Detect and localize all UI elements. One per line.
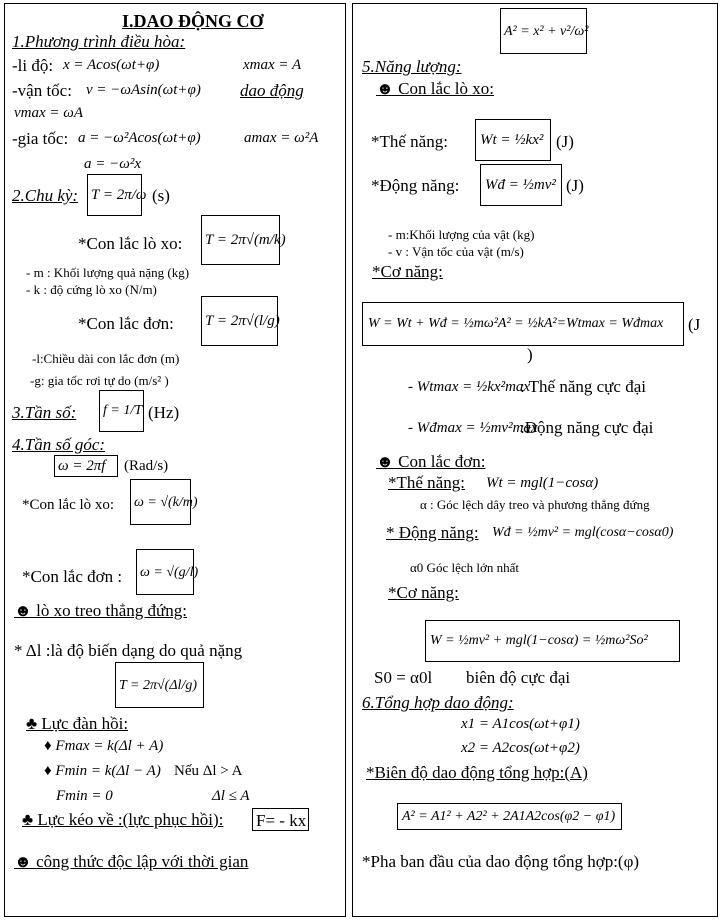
cld-period-formula: T = 2π√(l/g) [205,313,280,329]
cld-omega-formula: ω = √(g/l) [140,565,199,580]
alpha0-desc: α0 Góc lệch lớn nhất [410,560,519,575]
section-2-title: 2.Chu kỳ: [12,186,79,205]
period-formula: T = 2π/ω [91,187,147,203]
potential-energy-label: *Thế năng: [371,132,448,151]
clx-period-formula: T = 2π√(m/k) [205,232,286,248]
x1-formula: x1 = A1cos(ωt+φ1) [461,716,580,732]
vertical-spring-title: ☻ lò xo treo thẳng đứng: [14,601,187,620]
max-kinetic-formula: - Wđmax = ½mv²max [408,420,538,436]
max-kinetic-desc: :Động năng cực đại [520,418,654,437]
potential-energy-unit: (J) [556,132,574,151]
potential-energy-box [475,119,551,161]
pendulum-potential-formula: Wt = mgl(1−cosα) [486,475,599,491]
length-desc: -l:Chiều dài con lắc đơn (m) [32,351,180,366]
restoring-force-title: ♣ Lực kéo về :(lực phục hồi): [22,810,224,829]
dao-dong-label: dao động [240,81,304,100]
pendulum-mechanical-label: *Cơ năng: [388,583,459,602]
condition-if: Nếu Δl > A [174,763,243,779]
kinetic-energy-formula: Wđ = ½mv² [485,177,556,193]
restoring-force-formula: F= - kx [256,811,307,830]
page-title: I.DAO ĐỘNG CƠ [122,11,264,31]
pendulum-kinetic-formula: Wđ = ½mv² = mgl(cosα−cosα0) [492,525,674,540]
angular-frequency-unit: (Rad/s) [124,458,169,474]
cld-omega-label: *Con lắc đơn : [22,567,123,586]
clx-omega-label: *Con lắc lò xo: [22,497,115,513]
clx-period-label: *Con lắc lò xo: [78,234,183,253]
mass-of-object-desc: - m:Khối lượng của vật (kg) [388,227,535,242]
giatoc-label: -gia tốc: [12,129,69,148]
independent-formula-title: ☻ công thức độc lập với thời gian [14,852,249,871]
lido-max: xmax = A [243,57,302,73]
frequency-unit: (Hz) [148,403,180,422]
delta-l-period-formula: T = 2π√(Δl/g) [119,678,197,693]
fmin-equation: ♦ Fmin = k(Δl − A) [44,763,161,779]
a-x-equation: a = −ω²x [84,156,141,172]
frequency-formula: f = 1/T [103,403,143,418]
velocity-desc: - v : Vận tốc của vật (m/s) [388,244,524,259]
gravity-desc: -g: gia tốc rơi tự do (m/s² ) [30,373,169,388]
kinetic-energy-label: *Động năng: [371,176,460,195]
elastic-force-title: ♣ Lực đàn hồi: [26,714,129,733]
resultant-amplitude-formula: A² = A1² + A2² + 2A1A2cos(φ2 − φ1) [402,809,616,824]
angular-frequency-box [54,455,118,477]
section-5-title: 5.Năng lượng: [362,57,462,76]
clx-period-box [201,215,286,265]
mechanical-energy-unit-b: ) [527,345,533,364]
s0-formula: S0 = α0l [374,668,433,687]
lido-equation: x = Acos(ωt+φ) [63,57,160,73]
kinetic-energy-box [480,164,562,206]
kinetic-energy-unit: (J) [566,176,584,195]
clx-omega-box [130,479,198,525]
pendulum-kinetic-label: * Động năng: [386,523,479,542]
fmin-zero: Fmin = 0 [56,788,113,804]
resultant-amplitude-title: *Biên độ dao động tổng hợp:(A) [366,763,588,782]
cld-omega-box [136,549,199,595]
fmax-equation: ♦ Fmax = k(Δl + A) [44,738,164,754]
vantoc-equation: v = −ωAsin(ωt+φ) [86,82,201,98]
simple-pendulum-title: ☻ Con lắc đơn: [376,452,486,471]
pendulum-mechanical-formula: W = ½mv² + mgl(1−cosα) = ½mω²So² [430,633,648,648]
mechanical-energy-box [362,302,684,346]
angular-frequency-formula: ω = 2πf [58,458,106,474]
section-4-title: 4.Tần số góc: [12,435,106,454]
delta-l-le-a: Δl ≤ A [212,788,250,804]
giatoc-equation: a = −ω²Acos(ωt+φ) [78,130,201,146]
independent-formula: A² = x² + v²/ω² [504,24,589,39]
frequency-box [99,390,144,432]
mechanical-energy-formula: W = Wt + Wđ = ½mω²A² = ½kA²=Wtmax = Wđmax [368,316,664,331]
amax-equation: amax = ω²A [244,130,319,146]
pendulum-mechanical-box [425,620,680,662]
x2-formula: x2 = A2cos(ωt+φ2) [461,740,580,756]
vmax-equation: vmax = ωA [14,105,84,121]
section-3-title: 3.Tần số: [12,403,77,422]
delta-l-desc: * Δl :là độ biến dạng do quả nặng [14,641,243,660]
max-potential-formula: - Wtmax = ½kx²max [408,379,531,395]
stiffness-desc: - k : độ cứng lò xo (N/m) [26,282,157,297]
initial-phase-title: *Pha ban đầu của dao động tổng hợp:(φ) [362,852,640,871]
delta-l-period-box [115,662,204,708]
section-6-title: 6.Tổng hợp dao động: [362,693,514,712]
vantoc-label: -vận tốc: [12,81,72,100]
mass-desc: - m : Khối lượng quả nặng (kg) [26,265,190,280]
pendulum-potential-label: *Thế năng: [388,473,465,492]
lido-label: -li độ: [12,56,54,75]
potential-energy-formula: Wt = ½kx² [480,132,544,148]
resultant-amplitude-box [397,803,622,830]
section-1-title: 1.Phương trình điều hòa: [12,32,186,51]
alpha-desc: α : Góc lệch dây treo và phương thẳng đứng [420,497,650,512]
cld-period-box [201,296,278,346]
period-unit: (s) [152,186,170,205]
period-formula-box [87,174,147,216]
cld-period-label: *Con lắc đơn: [78,314,174,333]
spring-pendulum-title: ☻ Con lắc lò xo: [376,79,494,98]
clx-omega-formula: ω = √(k/m) [134,495,198,510]
s0-desc: biên độ cực đại [466,668,571,687]
mechanical-energy-label: *Cơ năng: [372,262,443,281]
restoring-force-box [252,808,309,831]
independent-formula-box [500,8,587,54]
mechanical-energy-unit-a: (J [688,315,701,334]
max-potential-desc: : Thế năng cực đại [520,377,646,396]
